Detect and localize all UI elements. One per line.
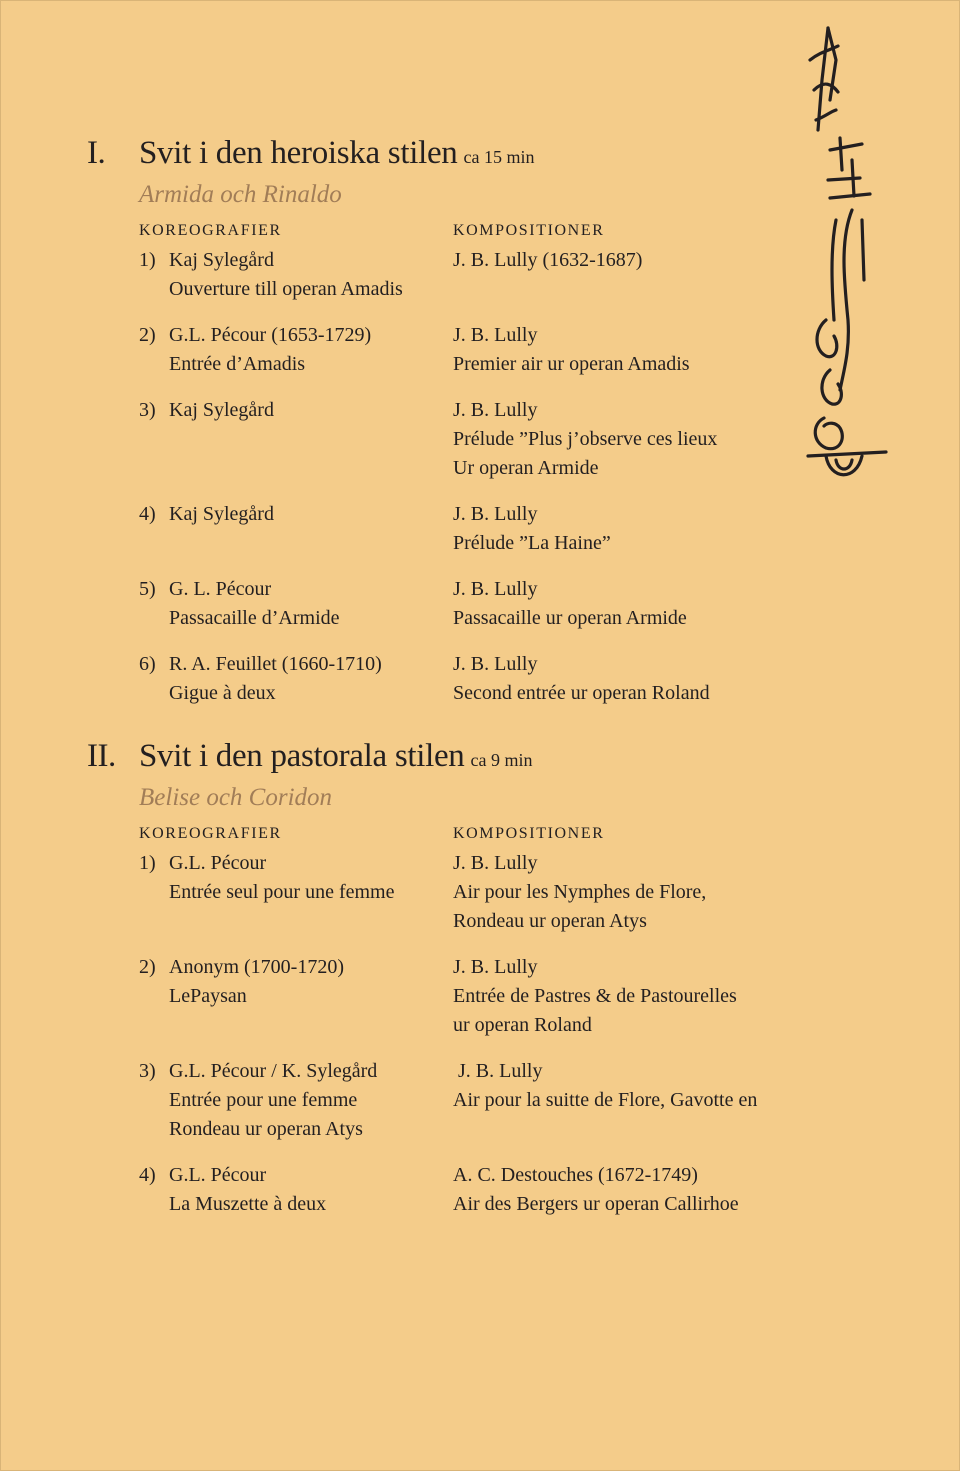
- work-title: Rondeau ur operan Atys: [453, 910, 647, 932]
- composer: J. B. Lully: [453, 578, 538, 600]
- work-title: Prélude ”La Haine”: [453, 532, 611, 554]
- choreographer: Kaj Sylegård: [169, 249, 274, 271]
- item-number: 4): [139, 1164, 156, 1186]
- dance-title: Passacaille d’Armide: [169, 607, 340, 629]
- choreographer: Kaj Sylegård: [169, 399, 274, 421]
- choreographer: G.L. Pécour (1653-1729): [169, 324, 372, 346]
- dance-title: Ouverture till operan Amadis: [169, 278, 403, 300]
- section-1-col-compositions: KOMPOSITIONER: [453, 222, 605, 239]
- work-title: Air pour la suitte de Flore, Gavotte en: [453, 1089, 758, 1111]
- choreographer: G.L. Pécour: [169, 1164, 267, 1186]
- composer: J. B. Lully: [453, 956, 538, 978]
- section-2-subtitle: Belise och Coridon: [139, 784, 333, 811]
- choreographer: G. L. Pécour: [169, 578, 272, 600]
- section-2-col-choreographers: KOREOGRAFIER: [139, 825, 282, 842]
- item-number: 3): [139, 1060, 156, 1082]
- dance-title: Gigue à deux: [169, 682, 276, 704]
- section-1-duration: ca 15 min: [463, 147, 535, 167]
- signature-icon: [800, 20, 900, 490]
- section-1-title: [139, 135, 534, 172]
- composer: J. B. Lully: [458, 1060, 543, 1082]
- section-1-title-text: Svit i den heroiska stilen: [139, 135, 458, 171]
- dance-title: La Muszette à deux: [169, 1193, 327, 1215]
- work-title: Second entrée ur operan Roland: [453, 682, 710, 704]
- work-title: Air des Bergers ur operan Callirhoe: [453, 1193, 739, 1215]
- choreographer: Anonym (1700-1720): [169, 956, 344, 978]
- item-number: 3): [139, 399, 156, 421]
- dance-title: LePaysan: [169, 985, 247, 1007]
- work-title: Passacaille ur operan Armide: [453, 607, 687, 629]
- composer: J. B. Lully: [453, 399, 538, 421]
- composer: J. B. Lully: [453, 324, 538, 346]
- work-title: Air pour les Nymphes de Flore,: [453, 881, 707, 903]
- section-2-title: [139, 738, 533, 775]
- choreographer: G.L. Pécour: [169, 852, 267, 874]
- work-title: Ur operan Armide: [453, 457, 599, 479]
- composer: A. C. Destouches (1672-1749): [453, 1164, 698, 1186]
- item-number: 1): [139, 852, 156, 874]
- choreographer: R. A. Feuillet (1660-1710): [169, 653, 382, 675]
- item-number: 6): [139, 653, 156, 675]
- work-title: Prélude ”Plus j’observe ces lieux: [453, 428, 718, 450]
- work-title: Premier air ur operan Amadis: [453, 353, 690, 375]
- section-1-col-choreographers: KOREOGRAFIER: [139, 222, 282, 239]
- composer: J. B. Lully (1632-1687): [453, 249, 643, 271]
- composer: J. B. Lully: [453, 653, 538, 675]
- composer: J. B. Lully: [453, 503, 538, 525]
- work-title: ur operan Roland: [453, 1014, 592, 1036]
- dance-title: Entrée seul pour une femme: [169, 881, 395, 903]
- item-number: 4): [139, 503, 156, 525]
- composer: J. B. Lully: [453, 852, 538, 874]
- item-number: 2): [139, 956, 156, 978]
- section-2-title-text: Svit i den pastorala stilen: [139, 738, 465, 774]
- dance-title: Entrée d’Amadis: [169, 353, 306, 375]
- section-2-col-compositions: KOMPOSITIONER: [453, 825, 605, 842]
- section-1-numeral: I.: [87, 135, 106, 171]
- dance-title: Entrée pour une femme: [169, 1089, 358, 1111]
- item-number: 1): [139, 249, 156, 271]
- work-title: Entrée de Pastres & de Pastourelles: [453, 985, 737, 1007]
- section-2-numeral: II.: [87, 738, 116, 774]
- choreographer: Kaj Sylegård: [169, 503, 274, 525]
- section-2-duration: ca 9 min: [470, 750, 533, 770]
- dance-title: Rondeau ur operan Atys: [169, 1118, 363, 1140]
- item-number: 2): [139, 324, 156, 346]
- section-1-subtitle: Armida och Rinaldo: [139, 181, 342, 208]
- choreographer: G.L. Pécour / K. Sylegård: [169, 1060, 378, 1082]
- item-number: 5): [139, 578, 156, 600]
